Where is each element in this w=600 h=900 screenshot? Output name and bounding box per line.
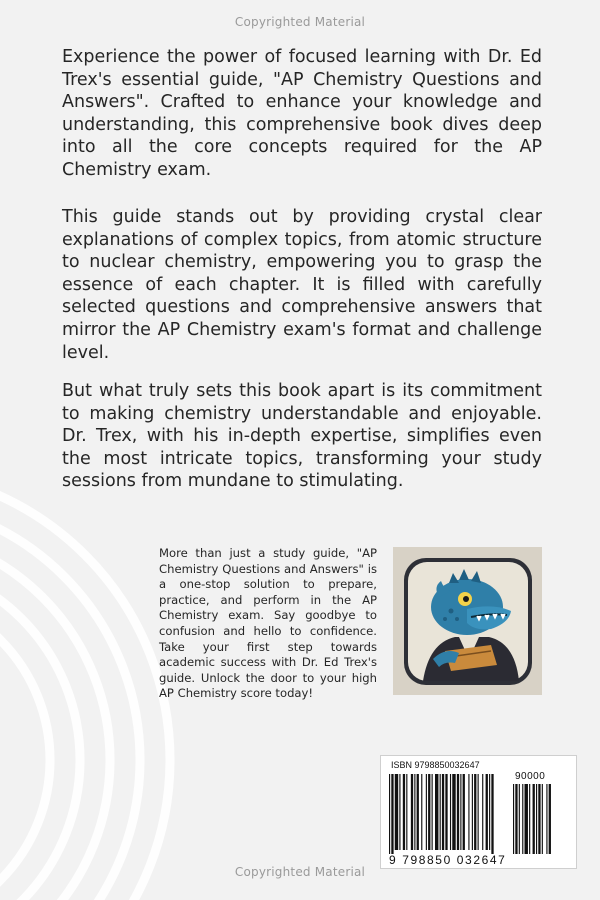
isbn-barcode bbox=[380, 755, 577, 869]
cover-thumbnail bbox=[393, 547, 542, 695]
price-code: 90000 bbox=[515, 771, 546, 782]
description-paragraph-3: But what truly sets this book apart is its commitment to making chemistry understandable and enjoyable. Dr. Trex, with his in-depth expertise, simplifies even the most intricate topics, transforming your study sessions from mundane to stimulating. bbox=[62, 381, 542, 492]
barcode-icon bbox=[381, 756, 576, 868]
description-paragraph-2: This guide stands out by providing crystal clear explanations of complex topics, from atomic structure to nuclear chemistry, empowering you to grasp the essence of each chapter. It is filled with carefully selected questions and comprehensive answers that mirror the AP Chemistry exam's format and challenge level. bbox=[62, 207, 542, 363]
description-paragraph-1: Experience the power of focused learning with Dr. Ed Trex's essential guide, "AP Chemistry Questions and Answers". Crafted to enhance your knowledge and understanding, this comprehensive book dives deep into all the core concepts required for the AP Chemistry exam. bbox=[62, 47, 542, 180]
isbn-digits: 9 798850 032647 bbox=[389, 853, 507, 867]
copyright-watermark-top: Copyrighted Material bbox=[234, 15, 366, 29]
dinosaur-illustration-icon bbox=[393, 547, 542, 695]
isbn-label: ISBN 9798850032647 bbox=[391, 760, 480, 770]
copyright-watermark-bottom: Copyrighted Material bbox=[234, 865, 366, 879]
closing-paragraph: More than just a study guide, "AP Chemistry Questions and Answers" is a one-stop solution to prepare, practice, and perform in the AP Chemistry exam. Say goodbye to confusion and hello to confidence. Take your first step towards academic success with Dr. Ed Trex's guide. Unlock the door to your high AP Chemistry score today! bbox=[159, 546, 377, 701]
